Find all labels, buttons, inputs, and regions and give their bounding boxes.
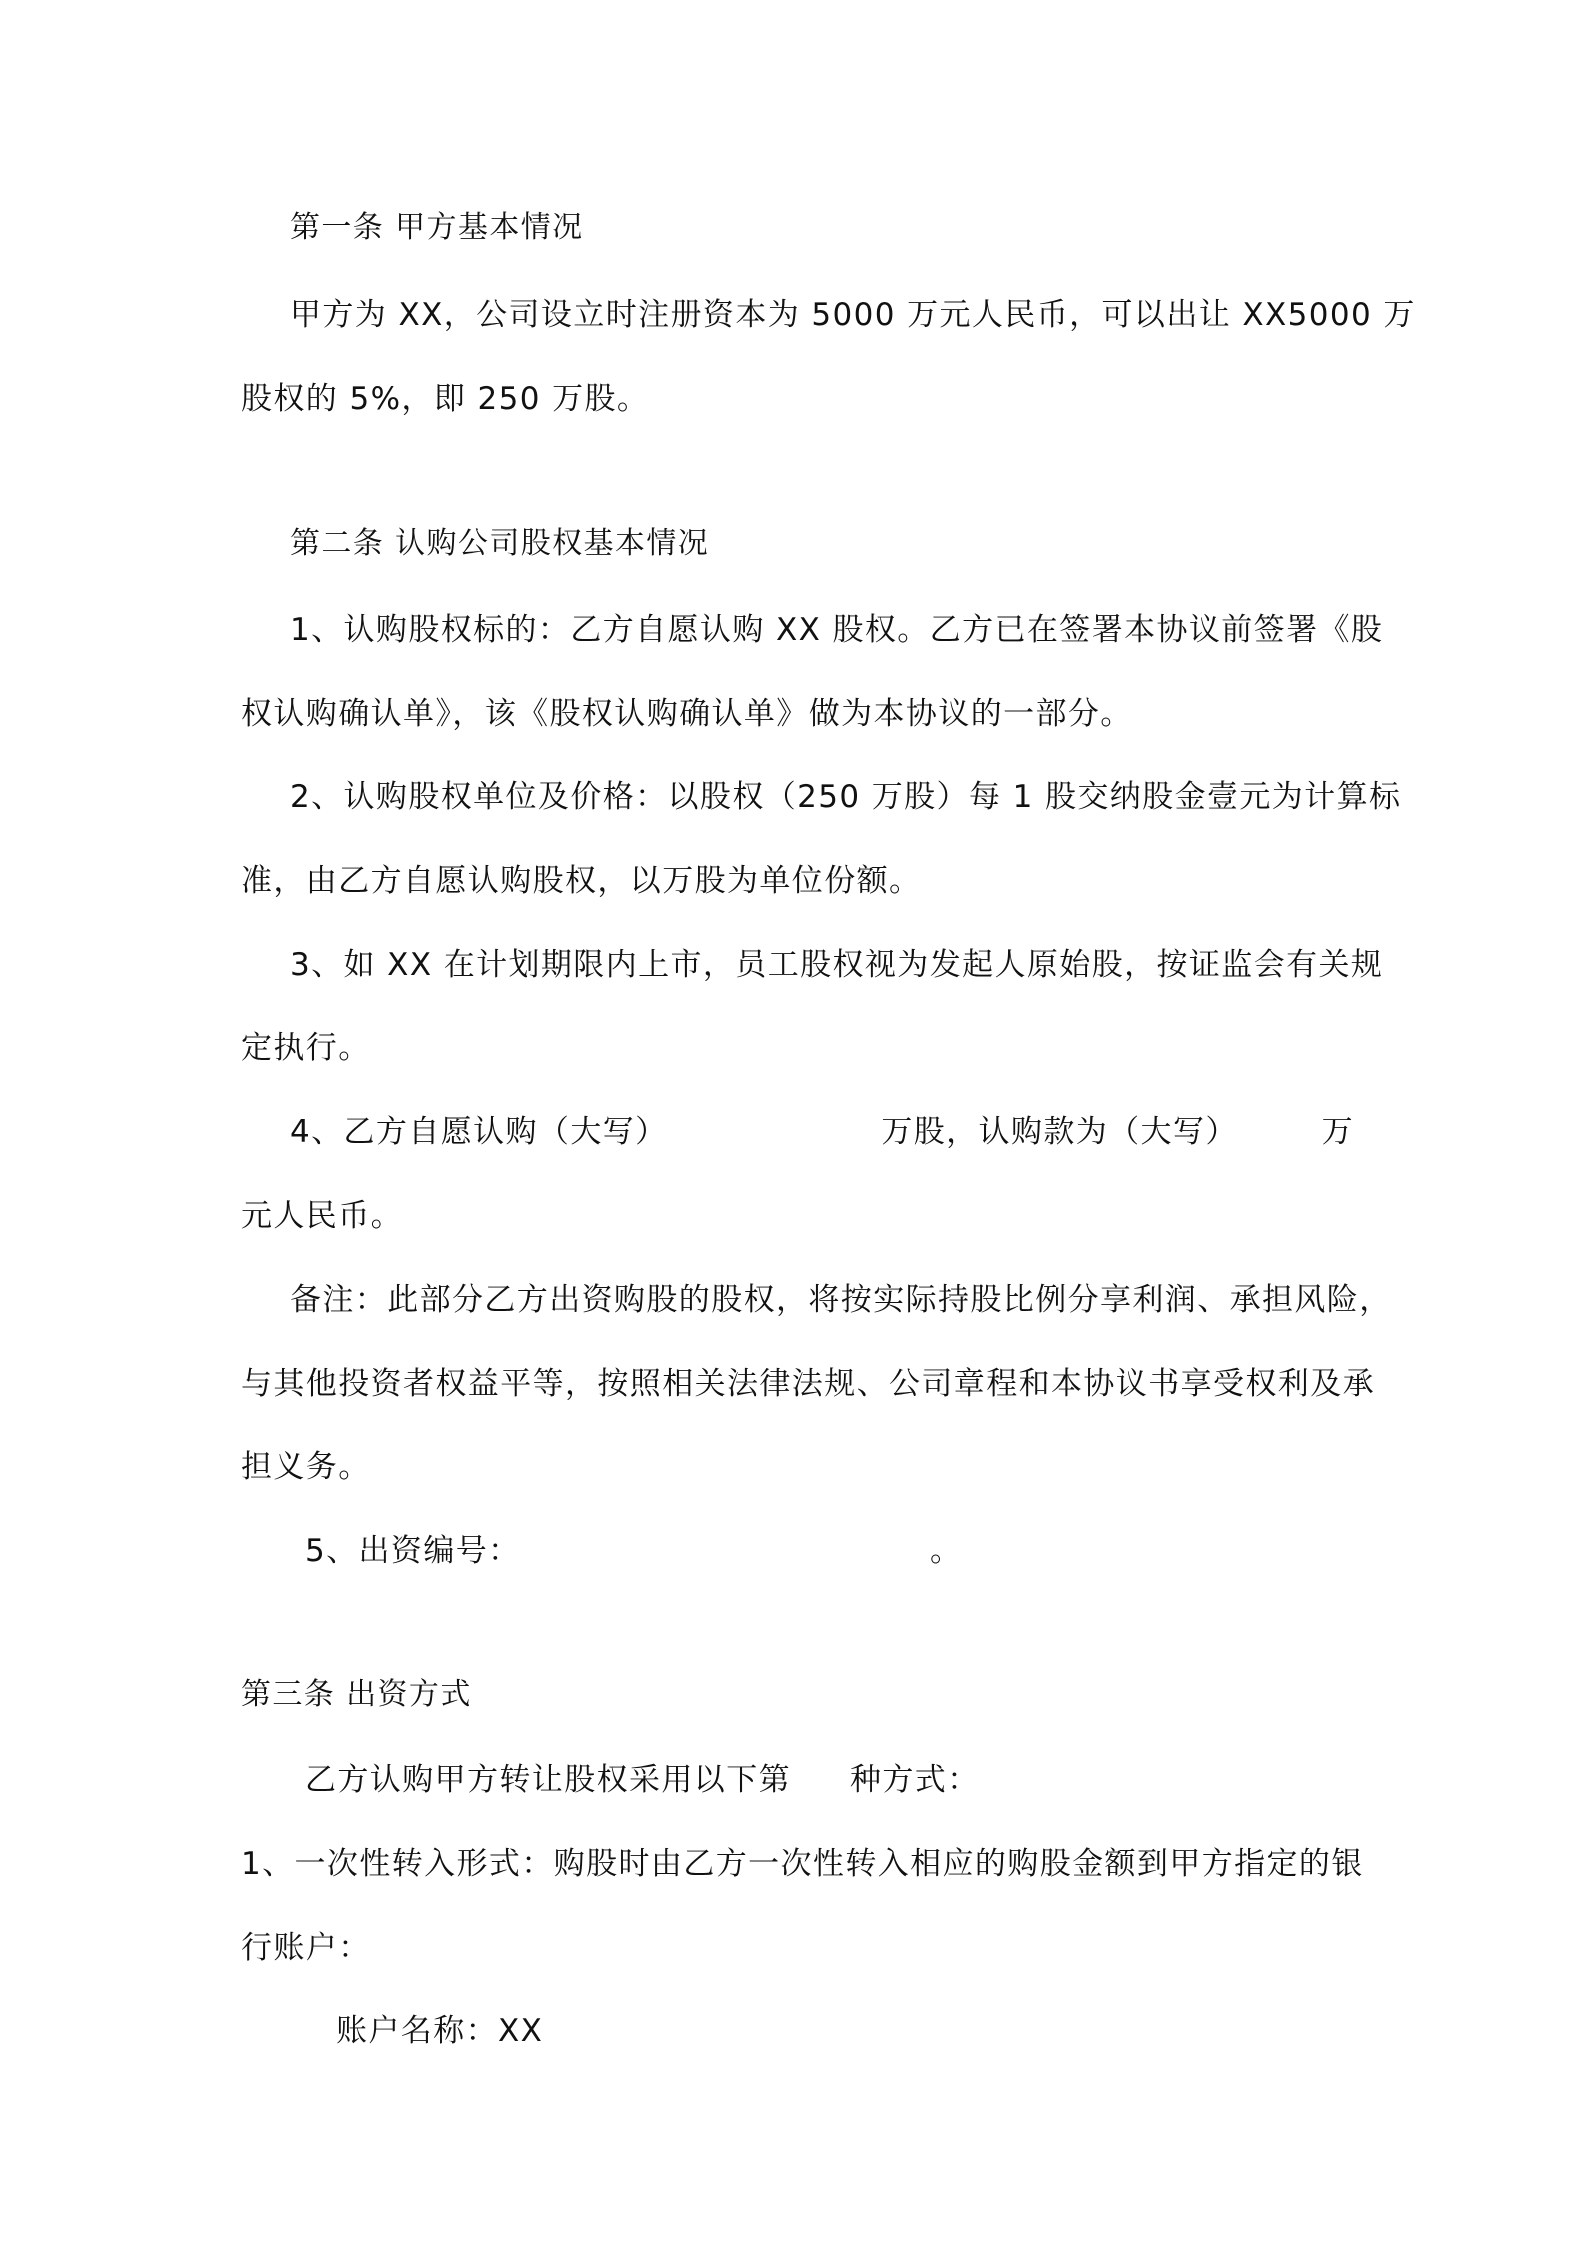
- article1-paragraph-line2: 股权的 5%，即 250 万股。: [241, 381, 650, 417]
- article2-item3-line2: 定执行。: [241, 1030, 371, 1066]
- article2-item5-end: 。: [930, 1533, 963, 1569]
- article2-note-line3: 担义务。: [241, 1449, 371, 1485]
- article2-note-line1: 备注：此部分乙方出资购股的股权，将按实际持股比例分享利润、承担风险，: [290, 1282, 1392, 1318]
- article3-method1-line2: 行账户：: [241, 1930, 371, 1966]
- article2-item2-line1: 2、认购股权单位及价格：以股权（250 万股）每 1 股交纳股金壹元为计算标: [290, 779, 1402, 815]
- article1-heading: 第一条 甲方基本情况: [290, 210, 584, 245]
- item4-unit-label: 万: [1321, 1114, 1354, 1150]
- article2-item4-line1: [290, 1112, 1354, 1152]
- article3-method1-line1: 1、一次性转入形式：购股时由乙方一次性转入相应的购股金额到甲方指定的银: [241, 1846, 1364, 1882]
- item4-price-label: 万股，认购款为（大写）: [881, 1114, 1238, 1150]
- article2-item4-line2: 元人民币。: [241, 1198, 403, 1234]
- item4-subscribe-label: 4、乙方自愿认购（大写）: [290, 1114, 668, 1150]
- article3-account-name: 账户名称：XX: [336, 2013, 544, 2049]
- article3-intro-part1: 乙方认购甲方转让股权采用以下第: [305, 1762, 791, 1798]
- article2-item1-line1: 1、认购股权标的：乙方自愿认购 XX 股权。乙方已在签署本协议前签署《股: [290, 612, 1384, 648]
- article2-note-line2: 与其他投资者权益平等，按照相关法律法规、公司章程和本协议书享受权利及承: [241, 1366, 1375, 1402]
- article1-paragraph-line1: 甲方为 XX，公司设立时注册资本为 5000 万元人民币，可以出让 XX5000 万: [290, 297, 1416, 333]
- article2-item5-label: 5、出资编号：: [305, 1533, 521, 1569]
- article3-intro-part2: 种方式：: [850, 1762, 980, 1798]
- article2-item2-line2: 准，由乙方自愿认购股权，以万股为单位份额。: [241, 863, 922, 899]
- article2-heading: 第二条 认购公司股权基本情况: [290, 526, 710, 561]
- article2-item1-line2: 权认购确认单》，该《股权认购确认单》做为本协议的一部分。: [241, 696, 1133, 732]
- article3-heading: 第三条 出资方式: [241, 1677, 472, 1712]
- article2-item3-line1: 3、如 XX 在计划期限内上市，员工股权视为发起人原始股，按证监会有关规: [290, 947, 1384, 983]
